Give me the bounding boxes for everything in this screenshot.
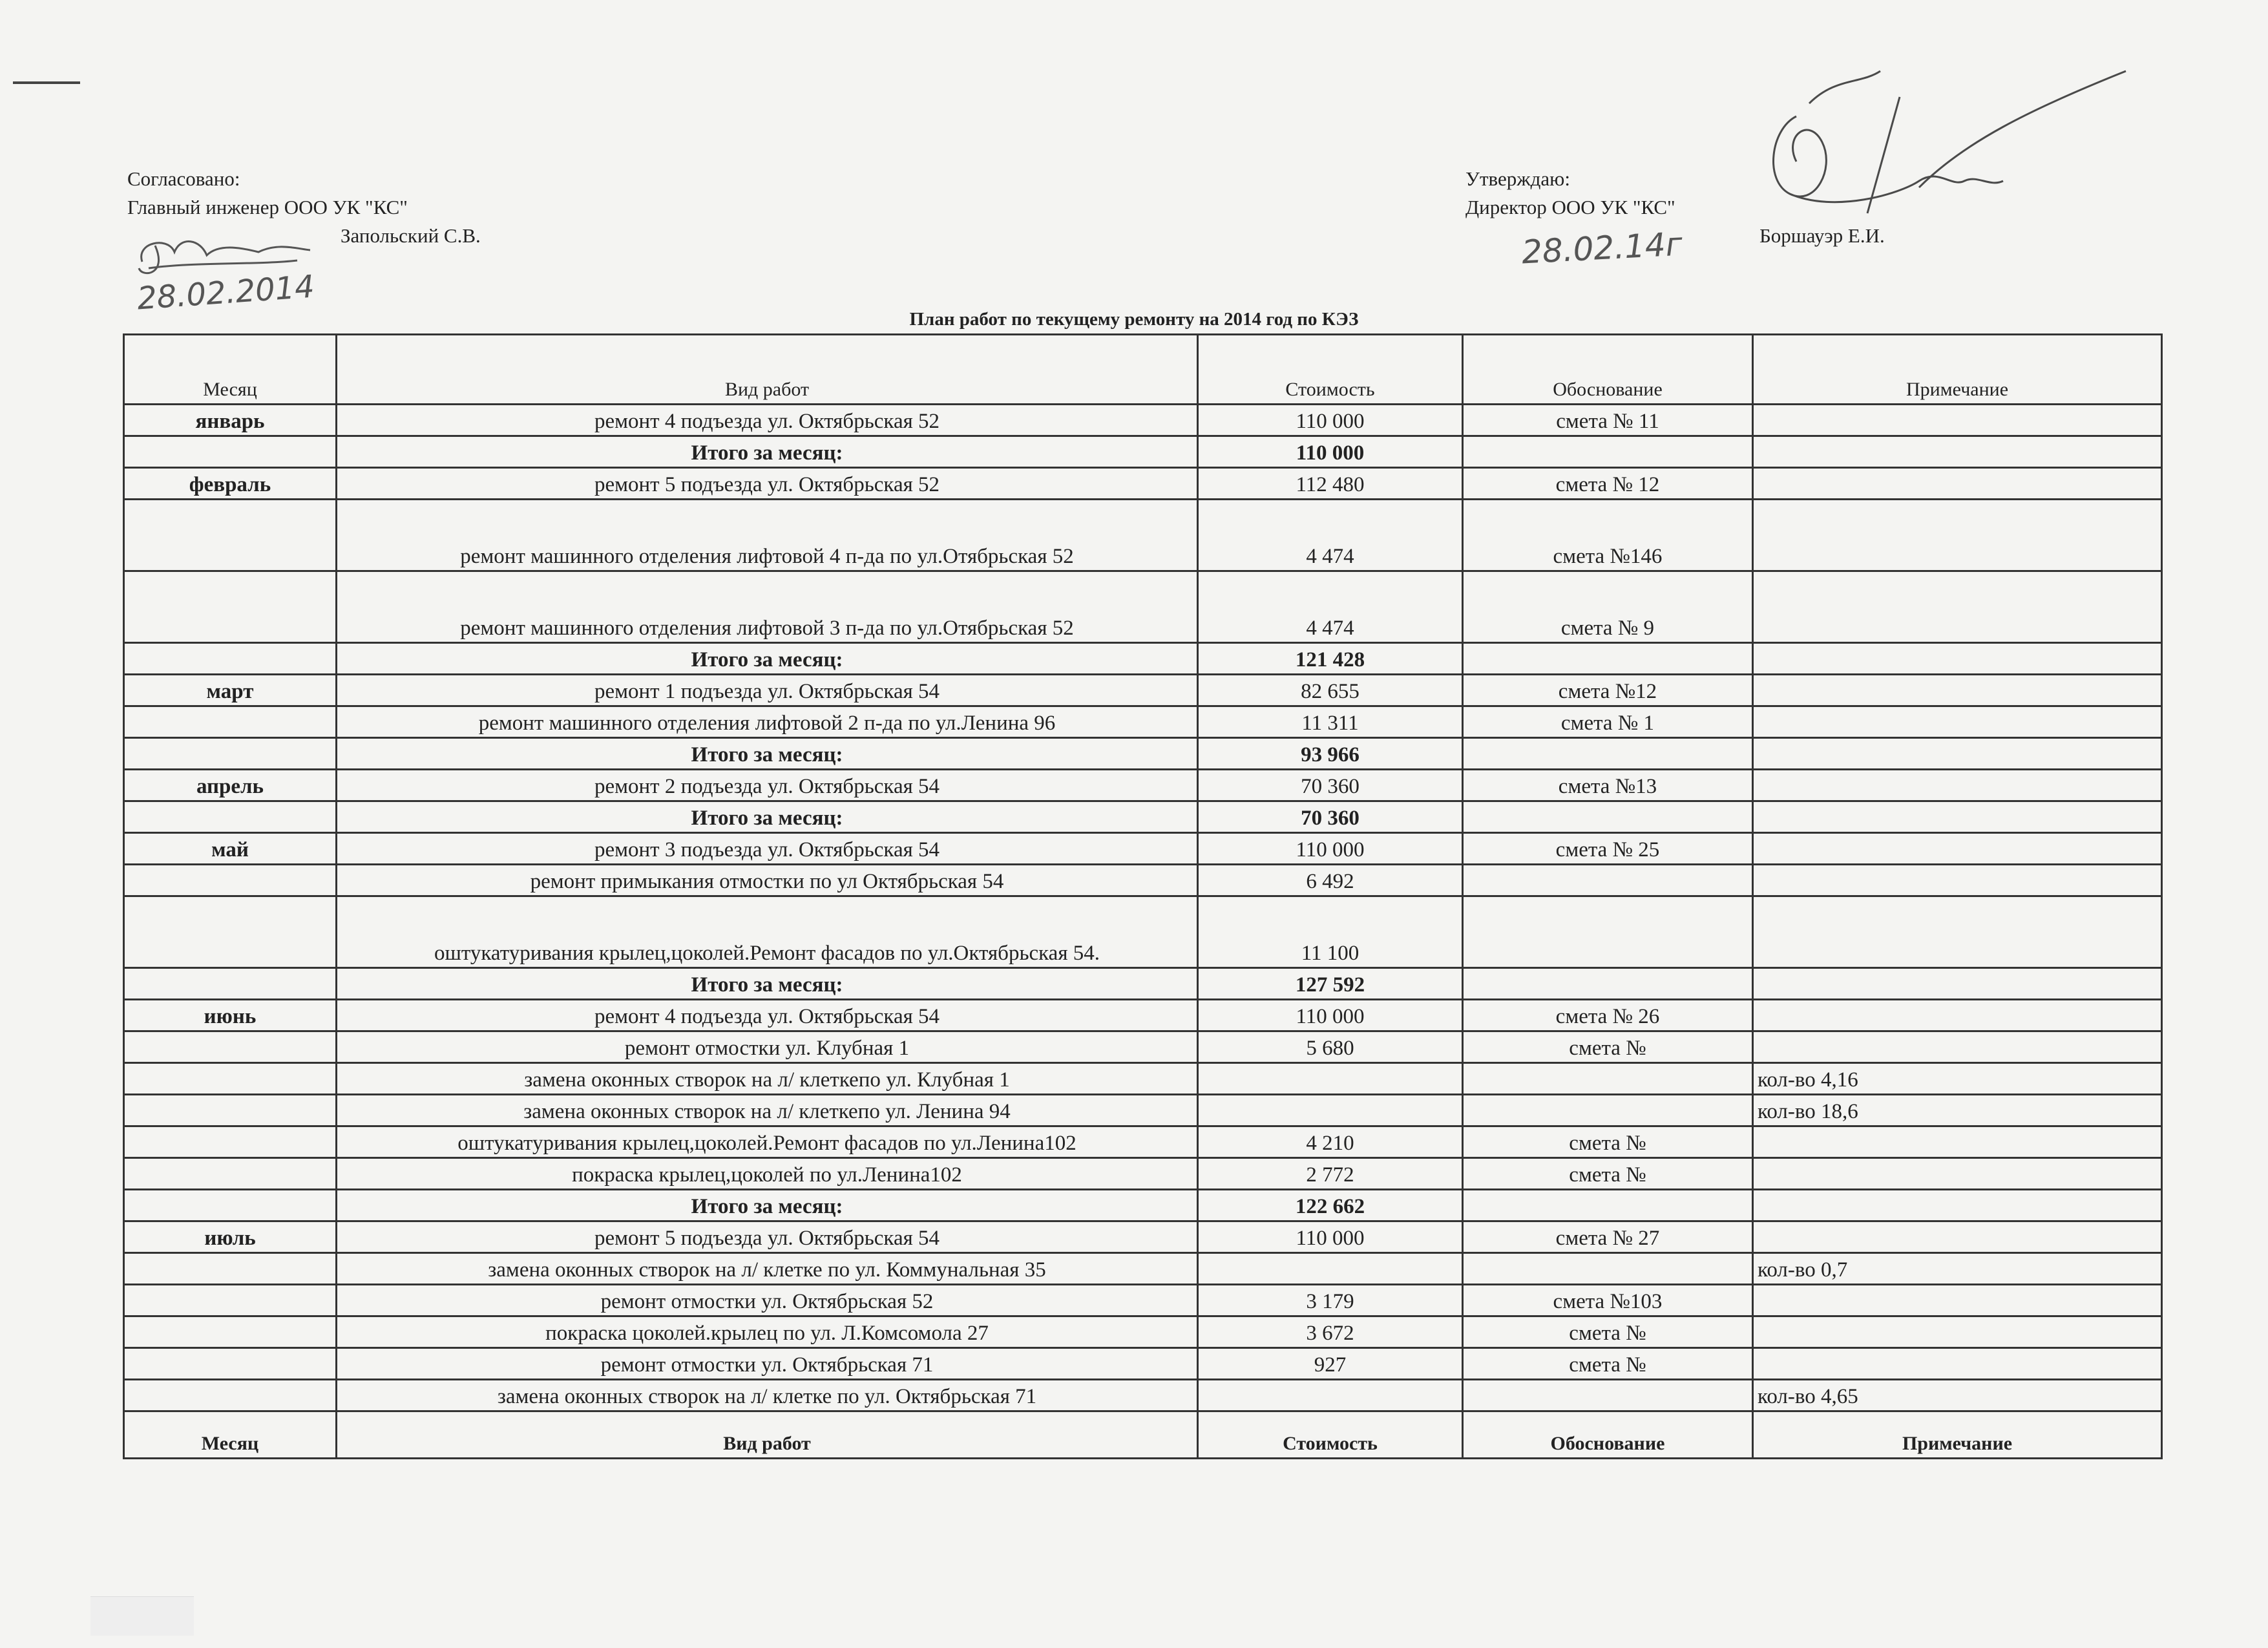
month-cell (124, 500, 337, 571)
month-cell (124, 1380, 337, 1411)
work-cell: Итого за месяц: (337, 738, 1198, 770)
work-cell: Итого за месяц: (337, 1190, 1198, 1221)
work-cell: ремонт 5 подъезда ул. Октябрьская 52 (337, 468, 1198, 500)
basis-cell: смета № (1463, 1316, 1753, 1348)
month-cell (124, 1063, 337, 1095)
month-cell (124, 571, 337, 643)
month-cell (124, 1031, 337, 1063)
note-cell (1753, 1285, 2162, 1316)
cost-cell: 112 480 (1198, 468, 1463, 500)
work-cell: замена оконных створок на л/ клеткепо ул. Клубная 1 (337, 1063, 1198, 1095)
cost-cell: 4 474 (1198, 571, 1463, 643)
month-cell: июль (124, 1221, 337, 1253)
work-cell: ремонт отмостки ул. Клубная 1 (337, 1031, 1198, 1063)
basis-cell: смета № 27 (1463, 1221, 1753, 1253)
footer-header-basis: Обоснование (1463, 1411, 1753, 1459)
cost-cell: 4 210 (1198, 1126, 1463, 1158)
month-cell (124, 738, 337, 770)
table-footer-header-row (124, 1411, 2162, 1459)
month-cell (124, 1348, 337, 1380)
note-cell: кол-во 4,65 (1753, 1380, 2162, 1411)
note-cell (1753, 1031, 2162, 1063)
work-cell: замена оконных створок на л/ клетке по ул. Коммунальная 35 (337, 1253, 1198, 1285)
month-cell (124, 865, 337, 896)
work-cell: оштукатуривания крылец,цоколей.Ремонт фасадов по ул.Октябрьская 54. (337, 896, 1198, 968)
month-cell: июнь (124, 1000, 337, 1031)
basis-cell (1463, 968, 1753, 1000)
chief-engineer-hand-date: 28.02.2014 (136, 268, 316, 317)
basis-cell (1463, 896, 1753, 968)
cost-cell: 5 680 (1198, 1031, 1463, 1063)
note-cell (1753, 1316, 2162, 1348)
month-cell (124, 896, 337, 968)
month-cell: февраль (124, 468, 337, 500)
note-cell (1753, 896, 2162, 968)
work-cell: ремонт примыкания отмостки по ул Октябрьская 54 (337, 865, 1198, 896)
month-cell (124, 968, 337, 1000)
table-row (124, 468, 2162, 500)
basis-cell: смета № 11 (1463, 405, 1753, 436)
month-total-row (124, 968, 2162, 1000)
document-title: План работ по текущему ремонту на 2014 год по КЭЗ (909, 309, 1359, 330)
work-cell: замена оконных створок на л/ клетке по ул. Октябрьская 71 (337, 1380, 1198, 1411)
cost-cell: 82 655 (1198, 675, 1463, 706)
basis-cell (1463, 1380, 1753, 1411)
basis-cell: смета № 25 (1463, 833, 1753, 865)
note-cell (1753, 643, 2162, 675)
basis-cell: смета № 9 (1463, 571, 1753, 643)
month-cell (124, 643, 337, 675)
column-header-work: Вид работ (337, 335, 1198, 405)
cost-cell (1198, 1380, 1463, 1411)
month-cell (124, 1253, 337, 1285)
note-cell (1753, 968, 2162, 1000)
work-cell: покраска крылец,цоколей по ул.Ленина102 (337, 1158, 1198, 1190)
cost-cell: 927 (1198, 1348, 1463, 1380)
cost-cell: 3 179 (1198, 1285, 1463, 1316)
month-cell: март (124, 675, 337, 706)
note-cell (1753, 1158, 2162, 1190)
approve-label: Утверждаю: (1465, 167, 1570, 190)
basis-cell: смета №12 (1463, 675, 1753, 706)
work-cell: Итого за месяц: (337, 968, 1198, 1000)
table-row (124, 405, 2162, 436)
basis-cell (1463, 643, 1753, 675)
note-cell (1753, 770, 2162, 801)
table-row (124, 896, 2162, 968)
cost-cell: 3 672 (1198, 1316, 1463, 1348)
note-cell (1753, 833, 2162, 865)
month-total-row (124, 436, 2162, 468)
table-row (124, 1031, 2162, 1063)
cost-cell (1198, 1253, 1463, 1285)
work-cell: ремонт машинного отделения лифтовой 2 п-да по ул.Ленина 96 (337, 706, 1198, 738)
note-cell: кол-во 18,6 (1753, 1095, 2162, 1126)
month-cell (124, 1126, 337, 1158)
basis-cell (1463, 1063, 1753, 1095)
basis-cell: смета № (1463, 1031, 1753, 1063)
director-hand-date: 28.02.14г (1520, 225, 1684, 271)
work-cell: ремонт 2 подъезда ул. Октябрьская 54 (337, 770, 1198, 801)
note-cell (1753, 675, 2162, 706)
cost-cell: 11 311 (1198, 706, 1463, 738)
table-row (124, 865, 2162, 896)
cost-cell (1198, 1095, 1463, 1126)
cost-cell: 110 000 (1198, 1000, 1463, 1031)
work-cell: покраска цоколей.крылец по ул. Л.Комсомола 27 (337, 1316, 1198, 1348)
cost-cell (1198, 1063, 1463, 1095)
note-cell (1753, 1126, 2162, 1158)
cost-cell: 110 000 (1198, 1221, 1463, 1253)
cost-cell: 127 592 (1198, 968, 1463, 1000)
work-cell: ремонт 3 подъезда ул. Октябрьская 54 (337, 833, 1198, 865)
table-row (124, 1221, 2162, 1253)
chief-engineer-position: Главный инженер ООО УК "КС" (127, 196, 408, 218)
table-row (124, 675, 2162, 706)
basis-cell: смета №146 (1463, 500, 1753, 571)
footer-header-note: Примечание (1753, 1411, 2162, 1459)
note-cell (1753, 801, 2162, 833)
column-header-month: Месяц (124, 335, 337, 405)
month-cell (124, 801, 337, 833)
work-cell: оштукатуривания крылец,цоколей.Ремонт фасадов по ул.Ленина102 (337, 1126, 1198, 1158)
agreed-label: Согласовано: (127, 167, 240, 190)
month-cell: апрель (124, 770, 337, 801)
work-cell: Итого за месяц: (337, 436, 1198, 468)
column-header-basis: Обоснование (1463, 335, 1753, 405)
basis-cell (1463, 436, 1753, 468)
month-total-row (124, 801, 2162, 833)
month-cell (124, 1190, 337, 1221)
work-cell: ремонт отмостки ул. Октябрьская 52 (337, 1285, 1198, 1316)
note-cell (1753, 738, 2162, 770)
cost-cell: 121 428 (1198, 643, 1463, 675)
month-cell (124, 436, 337, 468)
footer-header-month: Месяц (124, 1411, 337, 1459)
basis-cell: смета № 12 (1463, 468, 1753, 500)
table-body (124, 335, 2162, 1411)
director-position: Директор ООО УК "КС" (1465, 196, 1675, 218)
basis-cell: смета № 26 (1463, 1000, 1753, 1031)
table-row (124, 1285, 2162, 1316)
month-total-row (124, 643, 2162, 675)
column-header-note: Примечание (1753, 335, 2162, 405)
table-row (124, 500, 2162, 571)
cost-cell: 93 966 (1198, 738, 1463, 770)
table-row (124, 1316, 2162, 1348)
table-row (124, 1253, 2162, 1285)
work-cell: ремонт машинного отделения лифтовой 4 п-да по ул.Отябрьская 52 (337, 500, 1198, 571)
cost-cell: 70 360 (1198, 801, 1463, 833)
month-cell (124, 1316, 337, 1348)
month-total-row (124, 738, 2162, 770)
column-header-cost: Стоимость (1198, 335, 1463, 405)
work-cell: ремонт 1 подъезда ул. Октябрьская 54 (337, 675, 1198, 706)
note-cell (1753, 571, 2162, 643)
note-cell (1753, 1000, 2162, 1031)
note-cell (1753, 865, 2162, 896)
cost-cell: 70 360 (1198, 770, 1463, 801)
basis-cell: смета № (1463, 1126, 1753, 1158)
chief-engineer-name: Запольский С.В. (341, 224, 481, 247)
table-row (124, 1348, 2162, 1380)
table-row (124, 1380, 2162, 1411)
cost-cell: 110 000 (1198, 833, 1463, 865)
work-cell: Итого за месяц: (337, 801, 1198, 833)
work-cell: замена оконных створок на л/ клеткепо ул. Ленина 94 (337, 1095, 1198, 1126)
scan-artifact (90, 1596, 194, 1636)
cost-cell: 11 100 (1198, 896, 1463, 968)
work-cell: Итого за месяц: (337, 643, 1198, 675)
table-row (124, 1000, 2162, 1031)
cost-cell: 122 662 (1198, 1190, 1463, 1221)
month-total-row (124, 1190, 2162, 1221)
note-cell (1753, 468, 2162, 500)
table-row (124, 1126, 2162, 1158)
cost-cell: 110 000 (1198, 405, 1463, 436)
basis-cell (1463, 1190, 1753, 1221)
note-cell (1753, 405, 2162, 436)
work-cell: ремонт 5 подъезда ул. Октябрьская 54 (337, 1221, 1198, 1253)
month-cell: январь (124, 405, 337, 436)
basis-cell: смета №103 (1463, 1285, 1753, 1316)
director-name: Боршауэр Е.И. (1759, 224, 1885, 247)
footer-header-cost: Стоимость (1198, 1411, 1463, 1459)
month-cell (124, 706, 337, 738)
table-row (124, 770, 2162, 801)
basis-cell: смета № (1463, 1158, 1753, 1190)
note-cell (1753, 500, 2162, 571)
basis-cell (1463, 738, 1753, 770)
work-cell: ремонт машинного отделения лифтовой 3 п-да по ул.Отябрьская 52 (337, 571, 1198, 643)
basis-cell (1463, 801, 1753, 833)
month-cell (124, 1158, 337, 1190)
note-cell (1753, 706, 2162, 738)
cost-cell: 4 474 (1198, 500, 1463, 571)
note-cell (1753, 1221, 2162, 1253)
work-cell: ремонт 4 подъезда ул. Октябрьская 52 (337, 405, 1198, 436)
footer-header-work: Вид работ (337, 1411, 1198, 1459)
table-header-row (124, 335, 2162, 405)
director-signature (1706, 65, 2132, 259)
note-cell (1753, 1190, 2162, 1221)
month-cell (124, 1095, 337, 1126)
table-row (124, 1095, 2162, 1126)
basis-cell (1463, 1253, 1753, 1285)
cost-cell: 110 000 (1198, 436, 1463, 468)
cost-cell: 2 772 (1198, 1158, 1463, 1190)
table-row (124, 833, 2162, 865)
basis-cell (1463, 1095, 1753, 1126)
table-row (124, 706, 2162, 738)
month-cell (124, 1285, 337, 1316)
work-cell: ремонт отмостки ул. Октябрьская 71 (337, 1348, 1198, 1380)
note-cell (1753, 436, 2162, 468)
note-cell: кол-во 4,16 (1753, 1063, 2162, 1095)
month-cell: май (124, 833, 337, 865)
repair-plan-table (123, 333, 2163, 1459)
note-cell (1753, 1348, 2162, 1380)
cost-cell: 6 492 (1198, 865, 1463, 896)
table-row (124, 1063, 2162, 1095)
scan-mark (13, 81, 80, 84)
note-cell: кол-во 0,7 (1753, 1253, 2162, 1285)
work-cell: ремонт 4 подъезда ул. Октябрьская 54 (337, 1000, 1198, 1031)
basis-cell: смета № (1463, 1348, 1753, 1380)
basis-cell (1463, 865, 1753, 896)
basis-cell: смета №13 (1463, 770, 1753, 801)
table-row (124, 571, 2162, 643)
table-row (124, 1158, 2162, 1190)
basis-cell: смета № 1 (1463, 706, 1753, 738)
